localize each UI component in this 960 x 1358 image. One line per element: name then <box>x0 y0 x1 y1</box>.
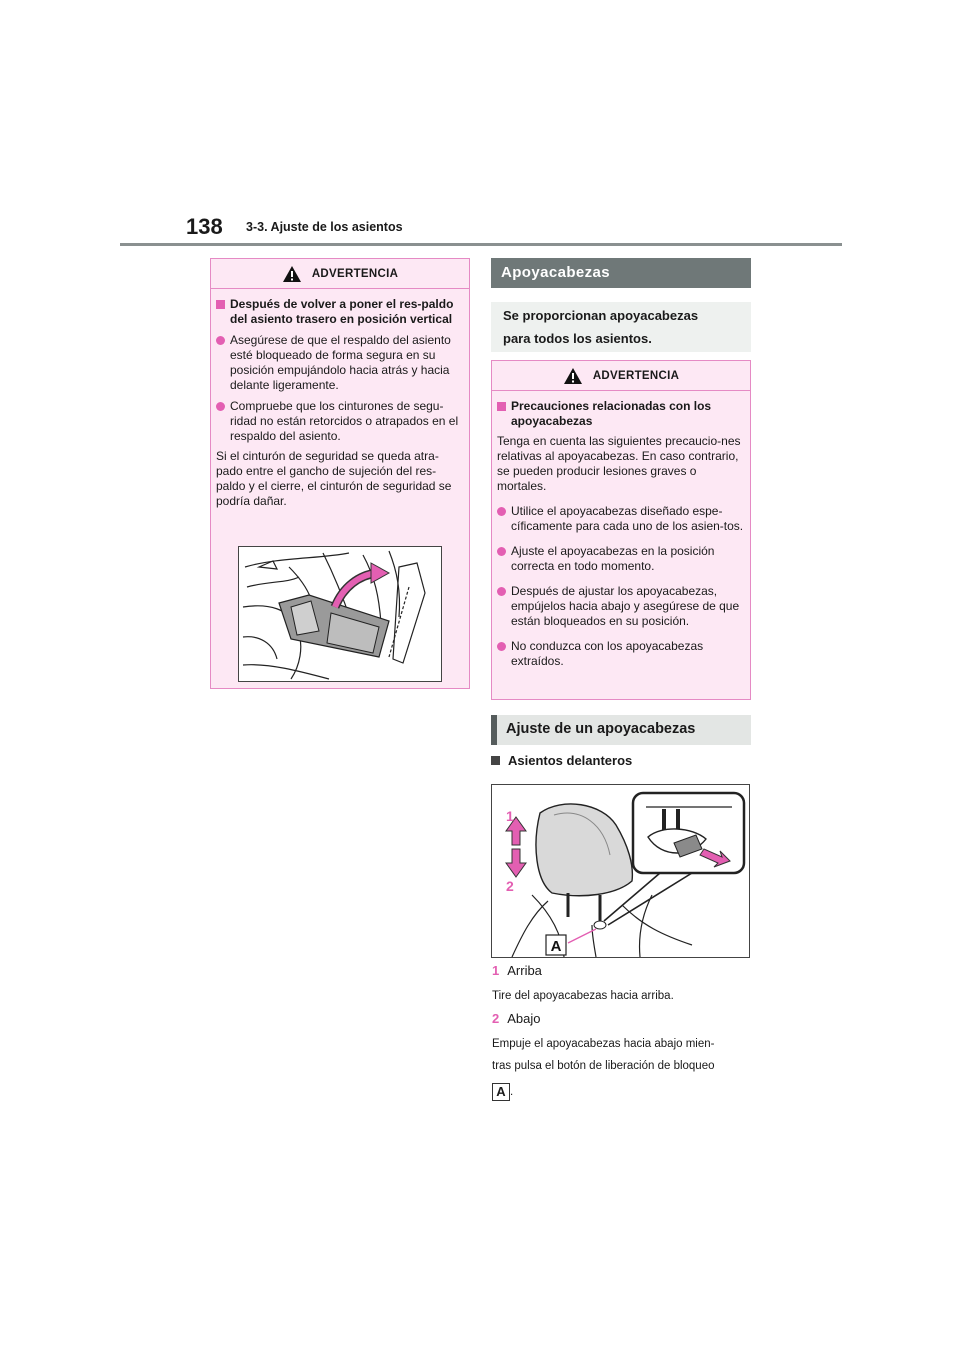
step-1 <box>492 963 542 978</box>
description-line <box>492 1081 715 1103</box>
figure-label-down: 2 <box>506 878 514 894</box>
round-bullet-icon <box>497 587 506 596</box>
square-bullet-icon <box>491 756 500 765</box>
warning-bullet <box>216 399 464 444</box>
warning-bullet <box>216 333 464 393</box>
warning-paragraph: Tenga en cuenta las siguientes precaucio-nes relativas al apoyacabezas. En caso contrario, se pueden producir lesiones graves o mortales. <box>497 434 741 493</box>
description-line: Empuje el apoyacabezas hacia abajo mien- <box>492 1038 715 1050</box>
warning-title: ADVERTENCIA <box>311 267 399 280</box>
header-rule <box>120 243 842 246</box>
intro-box <box>491 302 751 352</box>
warning-bullet-text: Asegúrese de que el respaldo del asiento esté bloqueado de forma segura en su posición empujándolo hacia atrás y hacia delante ligeramente. <box>230 333 451 392</box>
warning-triangle-icon <box>282 265 302 283</box>
subsection-heading: Ajuste de un apoyacabezas <box>491 715 751 745</box>
warning-bullet-text: Después de ajustar los apoyacabezas, empújelos hacia abajo y asegúrese de que están bloqueados en su posición. <box>511 584 740 628</box>
seat-heading <box>491 753 632 768</box>
step-number: 1 <box>492 963 500 978</box>
warning-header <box>211 259 469 289</box>
section-title: 3-3. Ajuste de los asientos <box>246 220 403 234</box>
warning-bullet-text: Compruebe que los cinturones de segu-ridad no están retorcidos o atrapados en el respaldo del asiento. <box>230 399 459 443</box>
square-bullet-icon <box>497 402 506 411</box>
warning-paragraph: Si el cinturón de seguridad se queda atra-pado entre el gancho de sujeción del res-paldo y el cierre, el cinturón de seguridad se podría dañar. <box>216 449 452 508</box>
intro-line: Se proporcionan apoyacabezas <box>503 308 699 323</box>
section-bar-headrests: Apoyacabezas <box>491 258 751 288</box>
warning-bullet-text: Utilice el apoyacabezas diseñado espe-cíficamente para cada uno de los asien-tos. <box>511 504 744 533</box>
warning-bullet <box>497 639 745 669</box>
seat-heading-text: Asientos delanteros <box>508 753 633 768</box>
warning-heading <box>216 297 464 327</box>
warning-bullet <box>497 544 745 574</box>
step-2 <box>492 1011 540 1026</box>
step-label: Arriba <box>507 963 542 978</box>
step-number: 2 <box>492 1011 500 1026</box>
page-number: 138 <box>186 214 223 239</box>
seatback-drawing <box>239 547 441 681</box>
intro-line: para todos los asientos. <box>503 331 652 346</box>
button-reference-a: A <box>492 1083 510 1101</box>
warning-heading <box>497 399 745 429</box>
warning-bullet-text: No conduzca con los apoyacabezas extraídos. <box>511 639 704 668</box>
figure-label-up: 1 <box>506 808 514 824</box>
warning-bullet <box>497 504 745 534</box>
warning-heading-text: Después de volver a poner el res-paldo del asiento trasero en posición vertical <box>230 297 454 326</box>
warning-title: ADVERTENCIA <box>592 369 680 382</box>
warning-triangle-icon <box>563 367 583 385</box>
rear-seatback-illustration <box>238 546 442 682</box>
headrest-illustration <box>491 784 750 958</box>
right-warning-box <box>491 360 751 700</box>
square-bullet-icon <box>216 300 225 309</box>
warning-header <box>492 361 750 391</box>
button-label-a: A <box>550 938 562 955</box>
round-bullet-icon <box>497 642 506 651</box>
round-bullet-icon <box>216 402 225 411</box>
round-bullet-icon <box>216 336 225 345</box>
step-label: Abajo <box>507 1011 541 1026</box>
description-tail: . <box>510 1086 514 1098</box>
round-bullet-icon <box>497 507 506 516</box>
step-1-description: Tire del apoyacabezas hacia arriba. <box>492 990 674 1002</box>
step-2-description <box>492 1033 715 1103</box>
warning-bullet-text: Ajuste el apoyacabezas en la posición correcta en todo momento. <box>511 544 715 573</box>
description-line: tras pulsa el botón de liberación de bloqueo <box>492 1060 715 1072</box>
warning-bullet <box>497 584 745 629</box>
warning-heading-text: Precauciones relacionadas con los apoyacabezas <box>511 399 712 428</box>
headrest-drawing <box>492 785 749 957</box>
round-bullet-icon <box>497 547 506 556</box>
